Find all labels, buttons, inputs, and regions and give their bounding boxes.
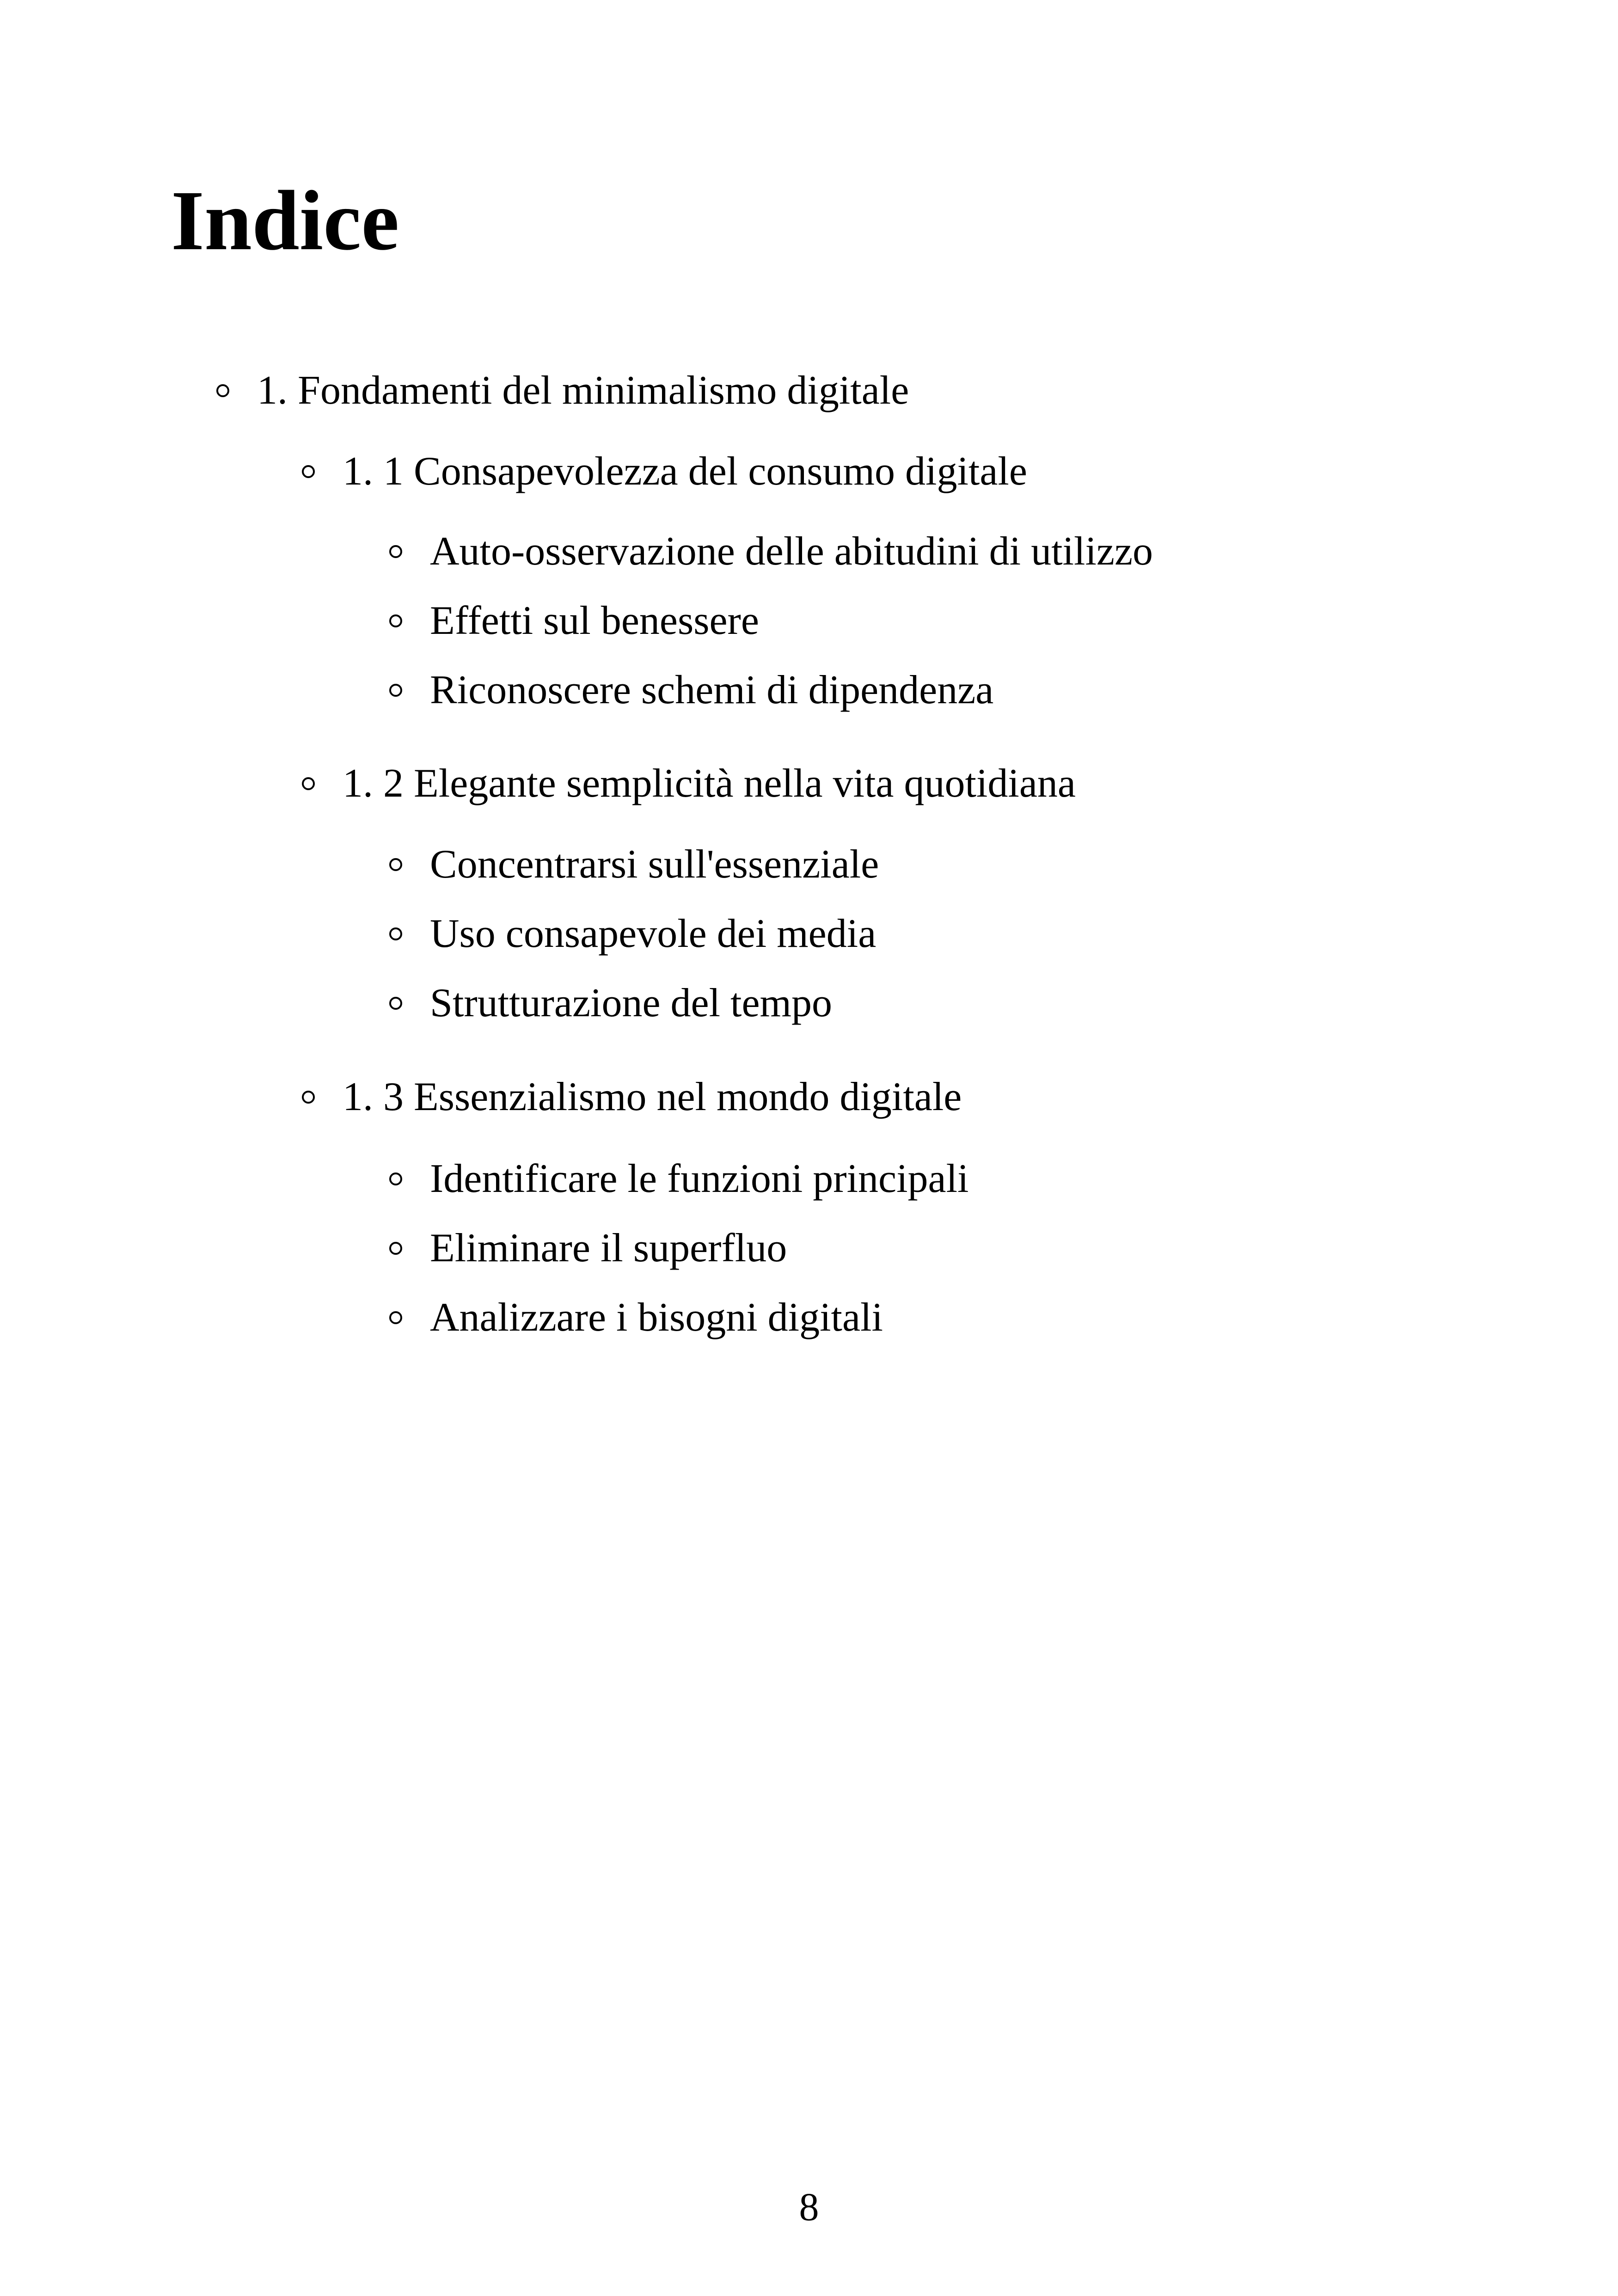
toc-chapter-1[interactable] — [216, 365, 909, 416]
toc-item-1-2-1[interactable] — [389, 839, 879, 890]
toc-item-1-2-3[interactable] — [389, 978, 832, 1029]
toc-section-label: 1. 2 Elegante semplicità nella vita quotidiana — [343, 761, 1076, 806]
toc-item-label: Strutturazione del tempo — [430, 981, 832, 1025]
toc-section-label: 1. 3 Essenzialismo nel mondo digitale — [343, 1074, 962, 1119]
hollow-circle-bullet-icon — [389, 545, 402, 558]
hollow-circle-bullet-icon — [216, 384, 229, 397]
hollow-circle-bullet-icon — [389, 927, 402, 940]
toc-section-1-2[interactable] — [302, 758, 1076, 809]
toc-item-1-1-2[interactable] — [389, 595, 759, 646]
hollow-circle-bullet-icon — [389, 684, 402, 697]
toc-item-label: Riconoscere schemi di dipendenza — [430, 668, 994, 712]
toc-item-1-3-2[interactable] — [389, 1223, 787, 1274]
hollow-circle-bullet-icon — [389, 1242, 402, 1255]
toc-item-1-3-3[interactable] — [389, 1292, 883, 1343]
toc-item-label: Identificare le funzioni principali — [430, 1156, 969, 1201]
hollow-circle-bullet-icon — [302, 1091, 315, 1104]
toc-section-label: 1. 1 Consapevolezza del consumo digitale — [343, 449, 1027, 494]
page-number: 8 — [799, 2185, 819, 2229]
hollow-circle-bullet-icon — [389, 1173, 402, 1185]
toc-section-1-1[interactable] — [302, 446, 1027, 497]
toc-item-1-1-3[interactable] — [389, 665, 993, 716]
toc-item-label: Concentrarsi sull'essenziale — [430, 842, 879, 887]
hollow-circle-bullet-icon — [389, 997, 402, 1010]
toc-item-label: Uso consapevole dei media — [430, 911, 876, 956]
toc-item-label: Eliminare il superfluo — [430, 1226, 787, 1271]
toc-section-1-3[interactable] — [302, 1072, 962, 1123]
hollow-circle-bullet-icon — [302, 777, 315, 790]
toc-item-label: Effetti sul benessere — [430, 598, 759, 643]
hollow-circle-bullet-icon — [302, 465, 315, 478]
toc-item-label: Analizzare i bisogni digitali — [430, 1295, 883, 1340]
toc-chapter-label: 1. Fondamenti del minimalismo digitale — [257, 368, 909, 413]
hollow-circle-bullet-icon — [389, 1311, 402, 1324]
hollow-circle-bullet-icon — [389, 614, 402, 627]
hollow-circle-bullet-icon — [389, 858, 402, 871]
toc-item-label: Auto-osservazione delle abitudini di utilizzo — [430, 529, 1153, 574]
toc-item-1-2-2[interactable] — [389, 909, 876, 959]
toc-item-1-3-1[interactable] — [389, 1154, 968, 1204]
page-title: Indice — [171, 173, 399, 268]
toc-item-1-1-1[interactable] — [389, 526, 1153, 577]
